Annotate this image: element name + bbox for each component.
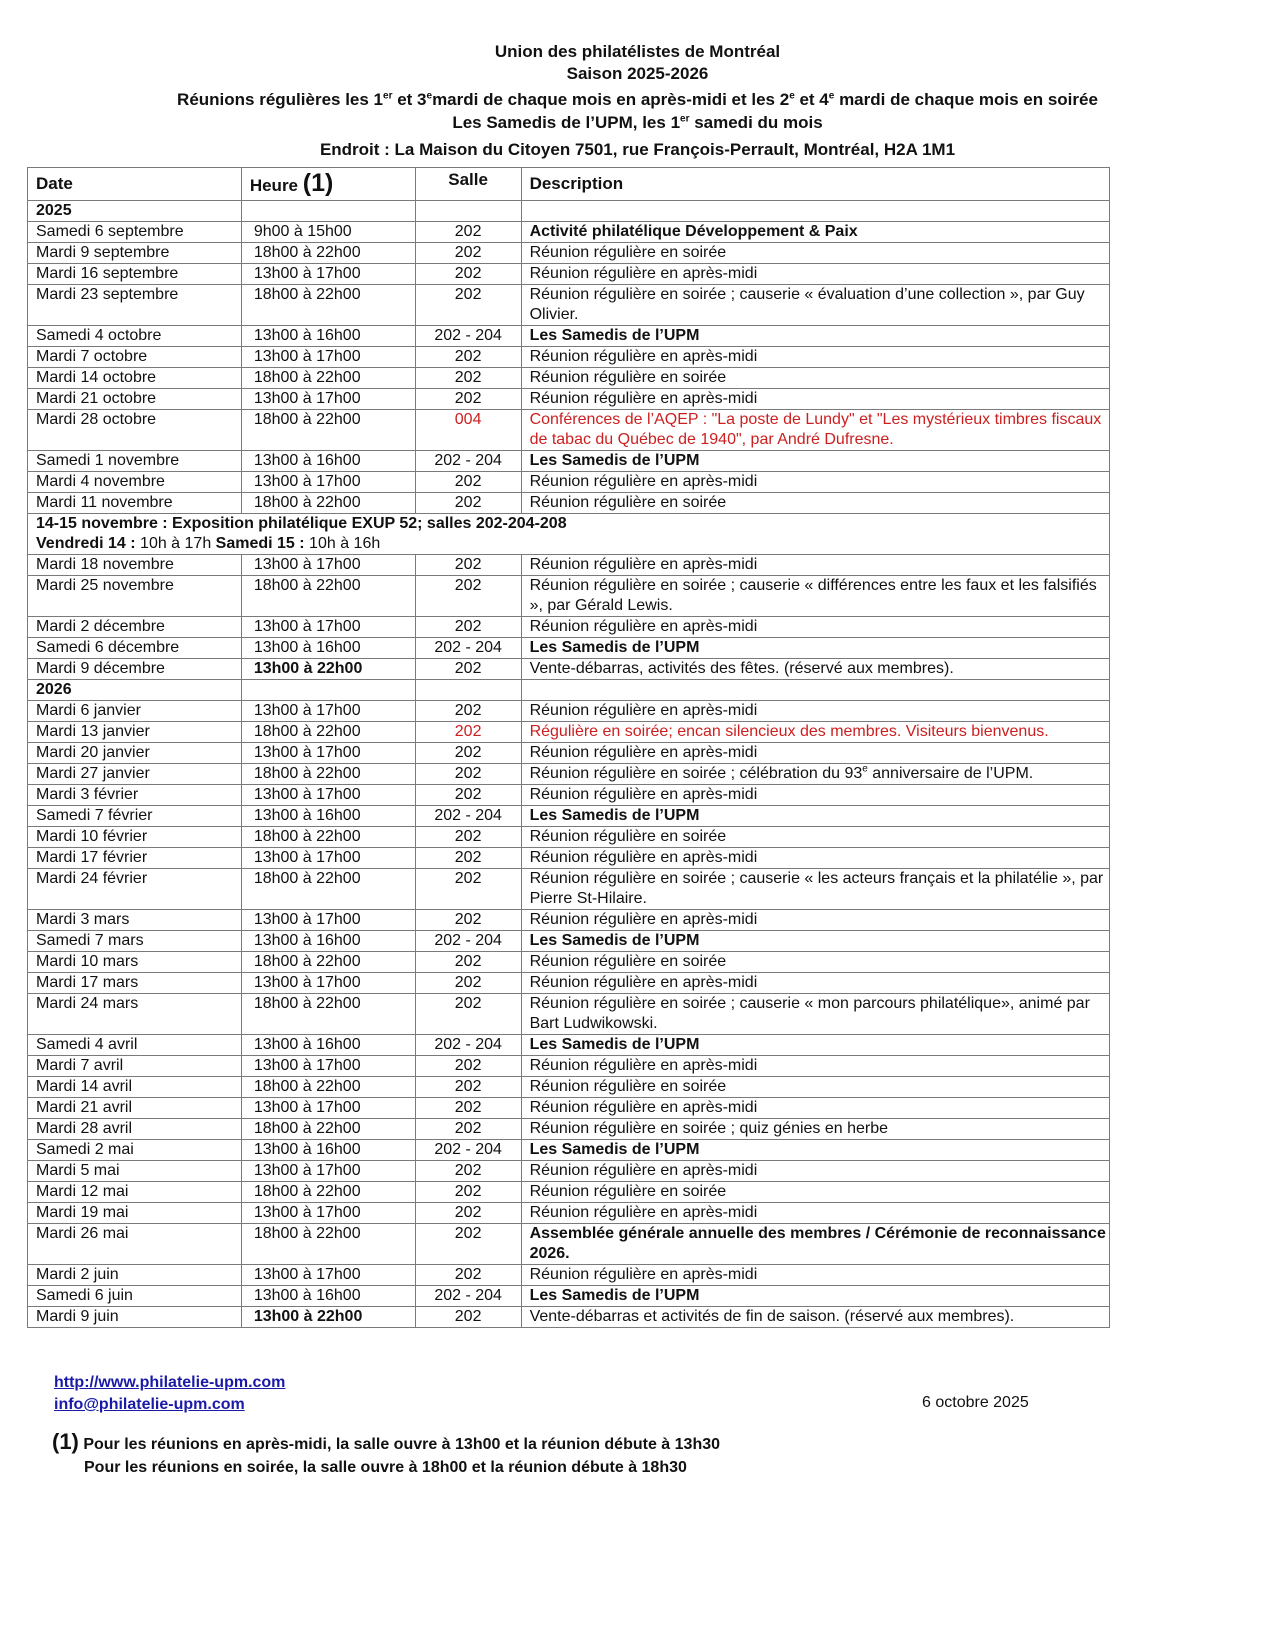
table-row bbox=[28, 764, 1110, 785]
room-cell: 202 bbox=[415, 827, 521, 848]
description-cell: Réunion régulière en après-midi bbox=[521, 701, 1109, 722]
description-cell: Conférences de l’AQEP : "La poste de Lundy" et "Les mystérieux timbres fiscaux de tabac du Québec de 1940", par André Dufresne. bbox=[521, 410, 1109, 451]
table-row bbox=[28, 1224, 1110, 1265]
table-row bbox=[28, 243, 1110, 264]
room-cell: 202 bbox=[415, 973, 521, 994]
table-row bbox=[28, 910, 1110, 931]
room-cell: 202 bbox=[415, 347, 521, 368]
date-cell: Mardi 7 octobre bbox=[28, 347, 242, 368]
schedule-table bbox=[27, 167, 1110, 1328]
date-cell: Mardi 9 septembre bbox=[28, 243, 242, 264]
time-cell: 13h00 à 17h00 bbox=[241, 1161, 415, 1182]
room-cell: 202 - 204 bbox=[415, 638, 521, 659]
date-cell: Mardi 2 juin bbox=[28, 1265, 242, 1286]
table-row bbox=[28, 848, 1110, 869]
table-row bbox=[28, 347, 1110, 368]
description-cell: Réunion régulière en soirée ; causerie « mon parcours philatélique», animé par Bart Ludwikowski. bbox=[521, 994, 1109, 1035]
time-cell: 18h00 à 22h00 bbox=[241, 243, 415, 264]
table-row bbox=[28, 1265, 1110, 1286]
column-header-description: Description bbox=[521, 168, 1109, 201]
date-cell: Mardi 2 décembre bbox=[28, 617, 242, 638]
table-row bbox=[28, 638, 1110, 659]
table-header-row bbox=[28, 168, 1110, 201]
description-cell: Les Samedis de l’UPM bbox=[521, 806, 1109, 827]
samedis-line: Les Samedis de l’UPM, les 1er samedi du mois bbox=[452, 113, 823, 132]
room-cell: 202 - 204 bbox=[415, 451, 521, 472]
description-cell: Réunion régulière en soirée bbox=[521, 1182, 1109, 1203]
room-cell: 202 bbox=[415, 472, 521, 493]
room-cell: 202 bbox=[415, 1307, 521, 1328]
time-cell: 18h00 à 22h00 bbox=[241, 1119, 415, 1140]
table-row bbox=[28, 472, 1110, 493]
room-cell: 202 bbox=[415, 1119, 521, 1140]
table-row bbox=[28, 1182, 1110, 1203]
time-cell: 13h00 à 16h00 bbox=[241, 326, 415, 347]
room-cell: 202 bbox=[415, 1077, 521, 1098]
table-row bbox=[28, 1307, 1110, 1328]
room-cell: 202 - 204 bbox=[415, 1286, 521, 1307]
table-row bbox=[28, 973, 1110, 994]
date-cell: Mardi 21 octobre bbox=[28, 389, 242, 410]
room-cell: 004 bbox=[415, 410, 521, 451]
table-row bbox=[28, 869, 1110, 910]
time-cell: 18h00 à 22h00 bbox=[241, 869, 415, 910]
time-cell: 13h00 à 17h00 bbox=[241, 1265, 415, 1286]
time-cell: 13h00 à 16h00 bbox=[241, 638, 415, 659]
room-cell: 202 bbox=[415, 952, 521, 973]
table-row bbox=[28, 389, 1110, 410]
date-cell: Mardi 13 janvier bbox=[28, 722, 242, 743]
room-cell: 202 bbox=[415, 1161, 521, 1182]
description-cell: Réunion régulière en après-midi bbox=[521, 347, 1109, 368]
table-row bbox=[28, 451, 1110, 472]
time-cell: 13h00 à 16h00 bbox=[241, 806, 415, 827]
column-header-room: Salle bbox=[415, 168, 521, 201]
description-cell: Assemblée générale annuelle des membres / Cérémonie de reconnaissance 2026. bbox=[521, 1224, 1109, 1265]
date-cell: Mardi 5 mai bbox=[28, 1161, 242, 1182]
table-row bbox=[28, 1140, 1110, 1161]
table-row bbox=[28, 264, 1110, 285]
room-cell: 202 bbox=[415, 722, 521, 743]
table-row bbox=[28, 326, 1110, 347]
time-cell: 18h00 à 22h00 bbox=[241, 952, 415, 973]
room-cell: 202 bbox=[415, 869, 521, 910]
description-cell: Réunion régulière en soirée ; quiz génies en herbe bbox=[521, 1119, 1109, 1140]
description-cell: Les Samedis de l’UPM bbox=[521, 1035, 1109, 1056]
year-row bbox=[28, 201, 1110, 222]
date-cell: Mardi 3 mars bbox=[28, 910, 242, 931]
table-row bbox=[28, 722, 1110, 743]
room-cell: 202 bbox=[415, 701, 521, 722]
time-cell: 13h00 à 16h00 bbox=[241, 1286, 415, 1307]
room-cell: 202 - 204 bbox=[415, 931, 521, 952]
date-cell: Mardi 3 février bbox=[28, 785, 242, 806]
description-cell: Réunion régulière en soirée bbox=[521, 243, 1109, 264]
date-cell: Mardi 9 juin bbox=[28, 1307, 242, 1328]
description-cell: Réunion régulière en après-midi bbox=[521, 555, 1109, 576]
room-cell: 202 bbox=[415, 493, 521, 514]
date-cell: Mardi 21 avril bbox=[28, 1098, 242, 1119]
date-cell: Mardi 10 février bbox=[28, 827, 242, 848]
time-cell: 13h00 à 17h00 bbox=[241, 1203, 415, 1224]
table-row bbox=[28, 1286, 1110, 1307]
year-row bbox=[28, 680, 1110, 701]
room-cell: 202 bbox=[415, 243, 521, 264]
description-cell: Réunion régulière en après-midi bbox=[521, 1161, 1109, 1182]
time-cell: 18h00 à 22h00 bbox=[241, 1077, 415, 1098]
date-cell: Samedi 4 octobre bbox=[28, 326, 242, 347]
time-cell: 13h00 à 17h00 bbox=[241, 472, 415, 493]
description-cell: Les Samedis de l’UPM bbox=[521, 1140, 1109, 1161]
room-cell: 202 bbox=[415, 848, 521, 869]
room-cell: 202 bbox=[415, 910, 521, 931]
website-link[interactable]: http://www.philatelie-upm.com bbox=[54, 1374, 286, 1391]
table-row bbox=[28, 368, 1110, 389]
description-cell: Réunion régulière en soirée bbox=[521, 368, 1109, 389]
room-cell: 202 - 204 bbox=[415, 806, 521, 827]
time-cell: 13h00 à 17h00 bbox=[241, 701, 415, 722]
time-cell: 13h00 à 17h00 bbox=[241, 973, 415, 994]
room-cell: 202 bbox=[415, 1203, 521, 1224]
room-cell: 202 - 204 bbox=[415, 1035, 521, 1056]
time-cell: 18h00 à 22h00 bbox=[241, 1224, 415, 1265]
season-title: Saison 2025-2026 bbox=[566, 64, 709, 83]
room-cell: 202 bbox=[415, 222, 521, 243]
room-cell: 202 - 204 bbox=[415, 326, 521, 347]
date-cell: Samedi 1 novembre bbox=[28, 451, 242, 472]
table-row bbox=[28, 617, 1110, 638]
footnote-marker: (1) bbox=[52, 1429, 79, 1454]
time-cell: 18h00 à 22h00 bbox=[241, 722, 415, 743]
table-row bbox=[28, 1098, 1110, 1119]
time-cell: 13h00 à 22h00 bbox=[241, 659, 415, 680]
description-cell: Réunion régulière en soirée ; causerie « les acteurs français et la philatélie », par Pierre St-Hilaire. bbox=[521, 869, 1109, 910]
description-cell: Réunion régulière en après-midi bbox=[521, 785, 1109, 806]
room-cell: 202 bbox=[415, 264, 521, 285]
date-cell: Mardi 26 mai bbox=[28, 1224, 242, 1265]
date-cell: Mardi 17 mars bbox=[28, 973, 242, 994]
date-cell: Mardi 6 janvier bbox=[28, 701, 242, 722]
date-cell: Mardi 27 janvier bbox=[28, 764, 242, 785]
time-cell: 18h00 à 22h00 bbox=[241, 576, 415, 617]
date-cell: Samedi 6 septembre bbox=[28, 222, 242, 243]
year-label: 2025 bbox=[28, 201, 242, 222]
date-cell: Samedi 2 mai bbox=[28, 1140, 242, 1161]
time-cell: 9h00 à 15h00 bbox=[241, 222, 415, 243]
date-cell: Mardi 4 novembre bbox=[28, 472, 242, 493]
description-cell: Réunion régulière en après-midi bbox=[521, 1265, 1109, 1286]
description-cell: Réunion régulière en après-midi bbox=[521, 472, 1109, 493]
exhibition-cell: 14-15 novembre : Exposition philatélique EXUP 52; salles 202-204-208 Vendredi 14 : 10h à 17h Samedi 15 : 10h à 16h bbox=[28, 514, 1110, 555]
table-row bbox=[28, 827, 1110, 848]
description-cell: Les Samedis de l’UPM bbox=[521, 326, 1109, 347]
room-cell: 202 bbox=[415, 743, 521, 764]
time-cell: 18h00 à 22h00 bbox=[241, 368, 415, 389]
time-cell: 18h00 à 22h00 bbox=[241, 827, 415, 848]
contact-links bbox=[54, 1372, 285, 1416]
date-cell: Samedi 7 mars bbox=[28, 931, 242, 952]
time-cell: 18h00 à 22h00 bbox=[241, 493, 415, 514]
description-cell: Réunion régulière en après-midi bbox=[521, 910, 1109, 931]
description-cell: Réunion régulière en après-midi bbox=[521, 389, 1109, 410]
time-cell: 13h00 à 17h00 bbox=[241, 1098, 415, 1119]
room-cell: 202 bbox=[415, 994, 521, 1035]
date-cell: Mardi 11 novembre bbox=[28, 493, 242, 514]
date-cell: Mardi 24 février bbox=[28, 869, 242, 910]
room-cell: 202 bbox=[415, 1182, 521, 1203]
date-cell: Mardi 7 avril bbox=[28, 1056, 242, 1077]
room-cell: 202 bbox=[415, 764, 521, 785]
date-cell: Mardi 20 janvier bbox=[28, 743, 242, 764]
time-cell: 13h00 à 17h00 bbox=[241, 910, 415, 931]
date-cell: Mardi 16 septembre bbox=[28, 264, 242, 285]
room-cell: 202 bbox=[415, 555, 521, 576]
table-row bbox=[28, 1119, 1110, 1140]
time-cell: 13h00 à 17h00 bbox=[241, 785, 415, 806]
column-header-time: Heure (1) bbox=[241, 168, 415, 201]
column-header-date: Date bbox=[28, 168, 242, 201]
time-cell: 13h00 à 17h00 bbox=[241, 617, 415, 638]
time-cell: 13h00 à 22h00 bbox=[241, 1307, 415, 1328]
org-title: Union des philatélistes de Montréal bbox=[494, 42, 781, 61]
table-row bbox=[28, 806, 1110, 827]
description-cell: Réunion régulière en après-midi bbox=[521, 617, 1109, 638]
date-cell: Mardi 10 mars bbox=[28, 952, 242, 973]
room-cell: 202 bbox=[415, 1098, 521, 1119]
time-cell: 18h00 à 22h00 bbox=[241, 764, 415, 785]
date-cell: Samedi 6 juin bbox=[28, 1286, 242, 1307]
table-row bbox=[28, 743, 1110, 764]
time-cell: 13h00 à 17h00 bbox=[241, 743, 415, 764]
date-cell: Mardi 14 avril bbox=[28, 1077, 242, 1098]
table-row bbox=[28, 785, 1110, 806]
table-row bbox=[28, 410, 1110, 451]
date-cell: Samedi 4 avril bbox=[28, 1035, 242, 1056]
date-cell: Mardi 25 novembre bbox=[28, 576, 242, 617]
room-cell: 202 bbox=[415, 389, 521, 410]
time-cell: 18h00 à 22h00 bbox=[241, 285, 415, 326]
description-cell: Réunion régulière en après-midi bbox=[521, 743, 1109, 764]
date-cell: Mardi 28 avril bbox=[28, 1119, 242, 1140]
time-cell: 18h00 à 22h00 bbox=[241, 1182, 415, 1203]
table-row bbox=[28, 285, 1110, 326]
table-row bbox=[28, 1203, 1110, 1224]
description-cell: Réunion régulière en soirée ; célébration du 93e anniversaire de l’UPM. bbox=[521, 764, 1109, 785]
table-row bbox=[28, 931, 1110, 952]
date-cell: Mardi 23 septembre bbox=[28, 285, 242, 326]
description-cell: Réunion régulière en soirée bbox=[521, 952, 1109, 973]
description-cell: Les Samedis de l’UPM bbox=[521, 451, 1109, 472]
table-row bbox=[28, 555, 1110, 576]
table-row bbox=[28, 493, 1110, 514]
location-line: Endroit : La Maison du Citoyen 7501, rue François-Perrault, Montréal, H2A 1M1 bbox=[319, 140, 956, 159]
room-cell: 202 bbox=[415, 659, 521, 680]
time-cell: 18h00 à 22h00 bbox=[241, 410, 415, 451]
description-cell: Les Samedis de l’UPM bbox=[521, 1286, 1109, 1307]
date-cell: Mardi 24 mars bbox=[28, 994, 242, 1035]
description-cell: Réunion régulière en après-midi bbox=[521, 1056, 1109, 1077]
room-cell: 202 bbox=[415, 1224, 521, 1265]
table-row bbox=[28, 222, 1110, 243]
room-cell: 202 bbox=[415, 368, 521, 389]
room-cell: 202 - 204 bbox=[415, 1140, 521, 1161]
date-cell: Mardi 14 octobre bbox=[28, 368, 242, 389]
time-cell: 13h00 à 16h00 bbox=[241, 1035, 415, 1056]
time-cell: 13h00 à 17h00 bbox=[241, 1056, 415, 1077]
time-cell: 13h00 à 17h00 bbox=[241, 389, 415, 410]
document-date: 6 octobre 2025 bbox=[922, 1394, 1029, 1411]
description-cell: Réunion régulière en soirée bbox=[521, 1077, 1109, 1098]
room-cell: 202 bbox=[415, 285, 521, 326]
time-cell: 18h00 à 22h00 bbox=[241, 994, 415, 1035]
date-cell: Mardi 28 octobre bbox=[28, 410, 242, 451]
date-cell: Mardi 12 mai bbox=[28, 1182, 242, 1203]
date-cell: Samedi 7 février bbox=[28, 806, 242, 827]
description-cell: Réunion régulière en soirée ; causerie « différences entre les faux et les falsifiés », par Gérald Lewis. bbox=[521, 576, 1109, 617]
room-cell: 202 bbox=[415, 785, 521, 806]
date-cell: Mardi 19 mai bbox=[28, 1203, 242, 1224]
time-cell: 13h00 à 17h00 bbox=[241, 848, 415, 869]
description-cell: Réunion régulière en après-midi bbox=[521, 973, 1109, 994]
table-row bbox=[28, 952, 1110, 973]
table-row bbox=[28, 1161, 1110, 1182]
time-cell: 13h00 à 17h00 bbox=[241, 264, 415, 285]
time-cell: 13h00 à 17h00 bbox=[241, 555, 415, 576]
room-cell: 202 bbox=[415, 576, 521, 617]
description-cell: Vente-débarras et activités de fin de saison. (réservé aux membres). bbox=[521, 1307, 1109, 1328]
date-cell: Mardi 17 février bbox=[28, 848, 242, 869]
table-row bbox=[28, 701, 1110, 722]
email-link[interactable]: info@philatelie-upm.com bbox=[54, 1396, 245, 1413]
exhibition-row bbox=[28, 514, 1110, 555]
table-row bbox=[28, 1056, 1110, 1077]
description-cell: Les Samedis de l’UPM bbox=[521, 638, 1109, 659]
description-cell: Activité philatélique Développement & Paix bbox=[521, 222, 1109, 243]
table-row bbox=[28, 1077, 1110, 1098]
description-cell: Réunion régulière en soirée ; causerie « évaluation d’une collection », par Guy Olivier. bbox=[521, 285, 1109, 326]
description-cell: Réunion régulière en après-midi bbox=[521, 264, 1109, 285]
table-row bbox=[28, 994, 1110, 1035]
year-label: 2026 bbox=[28, 680, 242, 701]
time-cell: 13h00 à 17h00 bbox=[241, 347, 415, 368]
room-cell: 202 bbox=[415, 1056, 521, 1077]
description-cell: Vente-débarras, activités des fêtes. (réservé aux membres). bbox=[521, 659, 1109, 680]
table-row bbox=[28, 1035, 1110, 1056]
date-cell: Samedi 6 décembre bbox=[28, 638, 242, 659]
description-cell: Régulière en soirée; encan silencieux des membres. Visiteurs bienvenus. bbox=[521, 722, 1109, 743]
table-row bbox=[28, 576, 1110, 617]
time-cell: 13h00 à 16h00 bbox=[241, 931, 415, 952]
description-cell: Réunion régulière en après-midi bbox=[521, 1203, 1109, 1224]
description-cell: Réunion régulière en après-midi bbox=[521, 848, 1109, 869]
date-cell: Mardi 9 décembre bbox=[28, 659, 242, 680]
table-row bbox=[28, 659, 1110, 680]
regular-meetings-line: Réunions régulières les 1er et 3emardi de chaque mois en après-midi et les 2e et 4e mardi de chaque mois en soirée bbox=[177, 90, 1098, 109]
room-cell: 202 bbox=[415, 1265, 521, 1286]
description-cell: Les Samedis de l’UPM bbox=[521, 931, 1109, 952]
date-cell: Mardi 18 novembre bbox=[28, 555, 242, 576]
room-cell: 202 bbox=[415, 617, 521, 638]
description-cell: Réunion régulière en soirée bbox=[521, 493, 1109, 514]
time-cell: 13h00 à 16h00 bbox=[241, 451, 415, 472]
description-cell: Réunion régulière en soirée bbox=[521, 827, 1109, 848]
footnote: (1) Pour les réunions en après-midi, la salle ouvre à 13h00 et la réunion débute à 13h30 Pour les réunions en soirée, la salle ouvre à 18h00 et la réunion débute à 18h30 bbox=[52, 1429, 721, 1476]
description-cell: Réunion régulière en après-midi bbox=[521, 1098, 1109, 1119]
time-cell: 13h00 à 16h00 bbox=[241, 1140, 415, 1161]
